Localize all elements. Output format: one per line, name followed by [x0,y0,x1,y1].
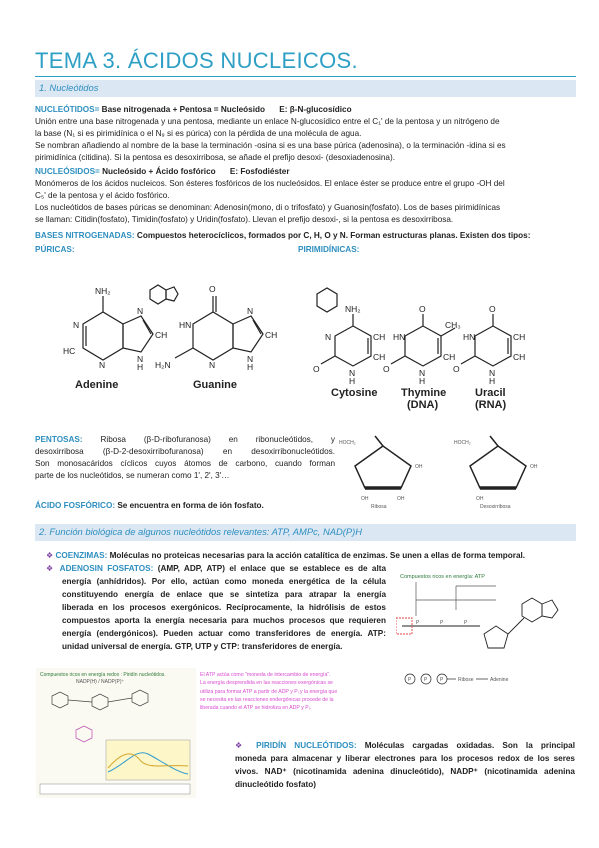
nucleotidos-line: la base (N₁ si es pirimidínica o el N₉ si es púrica) con la pérdida de una molécula de agua. [35,129,362,138]
cytosine-label: Cytosine [331,387,378,399]
bases-heading: BASES NITROGENADAS: [35,231,135,240]
atp-note-line: se necesita en las reacciones endergónicas procede de la [200,696,334,703]
coenzimas-heading: COENZIMAS: [55,551,108,560]
nucleotidos-line: Se nombran añadiendo al nombre de la base la terminación -osina si es una base púrica (adenosina), o la terminación -idina si es [35,141,506,150]
ribosa-label: Ribosa [371,504,387,510]
diamond-bullet-icon: ❖ [46,551,54,560]
svg-text:P: P [416,620,420,626]
adenosin-line: constituyendo energía de enlace que se sintetiza para atrapar la energía [62,590,386,599]
svg-text:H: H [419,376,426,386]
section-2-bar [35,524,576,541]
svg-text:O: O [453,364,460,374]
piridin-heading: PIRIDÍN NUCLEÓTIDOS: [256,741,357,750]
title-divider [35,76,576,77]
nucleosidos-formula: Nucleósido + Ácido fosfórico [99,167,216,176]
adenosin-line: energía (endergónicos). Pueden actuar como transferidores de energía. ATP: [62,629,386,638]
svg-text:N: N [325,332,332,342]
nadp-figure [36,668,196,798]
atom-label: NH₂ [95,286,111,296]
svg-text:CH₃: CH₃ [445,320,461,330]
pentosas-heading: PENTOSAS: [35,435,83,444]
svg-text:CH: CH [373,332,386,342]
svg-text:N: N [247,306,254,316]
svg-text:H: H [137,362,144,372]
svg-text:HC: HC [63,346,76,356]
svg-text:P: P [408,677,412,683]
svg-text:H: H [489,376,496,386]
nucleosidos-line: Monómeros de los ácidos nucleicos. Son ésteres fosfóricos de los nucleósidos. El enlace éster se produce entre el grupo -OH del [35,179,505,188]
puricas-label: PÚRICAS: [35,245,75,254]
svg-text:OH: OH [530,464,538,470]
nucleotidos-formula: Base nitrogenada + Pentosa = Nucleósido [99,105,265,114]
nucleosidos-definition [35,166,290,177]
thymine-sub-label: (DNA) [407,399,439,411]
nucleosidos-bond: E: Fosfodiéster [229,167,290,176]
section-1-bar [35,80,576,97]
nucleotidos-line: Unión entre una base nitrogenada y una pentosa, mediante un enlace N-glucosídico entre el C₁' de la pentosa y un nitrógeno de [35,117,500,126]
svg-text:P: P [464,620,468,626]
svg-text:N: N [137,354,144,364]
adenosin-line: compuestos aporta la energía necesaria para muchos procesos que requieren [62,616,386,625]
svg-text:OH: OH [476,496,484,502]
nucleotidos-definition [35,104,352,115]
uracil-sub-label: (RNA) [475,399,507,411]
atp-note-line: La energía desprendida en las reacciones exergónicas se [200,680,333,687]
svg-text:O: O [313,364,320,374]
svg-text:N: N [247,354,254,364]
atp-note-line: utiliza para formar ATP a partir de ADP y Pᵢ y la energía que [200,688,338,695]
adenosin-line [46,563,386,574]
svg-text:HOCH₂: HOCH₂ [339,440,356,446]
nadp-figure-title: Compuestos ricos en energía redox : Piridín nucleótidos. [40,672,166,678]
thymine-label: Thymine [401,387,447,399]
pentosas-text: Ribosa (β-D-ribofuranosa) en ribonucleótidos, y [82,435,335,444]
svg-text:N: N [73,320,80,330]
coenzimas-text: Moléculas no proteicas necesarias para la acción catalítica de enzimas. Se unen a ellas de forma temporal. [107,551,526,560]
svg-text:O: O [383,364,390,374]
adenosin-line: energía (anhídridos). Por ello, actúan como moneda energética de la célula [62,577,386,586]
nucleotidos-heading: NUCLEÓTIDOS= [35,105,100,114]
fosforico-text: Se encuentra en forma de ión fosfato. [115,501,264,510]
piridin-line: vivos. NAD⁺ (nicotinamida adenina dinucleótido), NADP⁺ (nicotinamida adenina [235,767,575,776]
nucleotidos-bond: E: β-N-glucosídico [279,105,352,114]
svg-text:CH: CH [155,330,168,340]
piridin-line: moneda para almacenar y liberar electrones para los procesos redox de los seres [235,754,575,763]
svg-text:CH: CH [265,330,278,340]
svg-text:H: H [349,376,356,386]
desoxirribosa-label: Desoxirribosa [480,504,511,510]
adenosin-line: unidad universal de energía. GTP, UTP y CTP: transferidores de energía. [62,642,343,651]
nucleosidos-line: C₅' de la pentosa y el ácido fosfórico. [35,191,170,200]
atp-ribose-label: Ribose [458,677,474,683]
nucleosidos-line: se llaman: Citidin(fosfato), Timidin(fosfato) y Uridin(fosfato). Llevan el prefijo desoxi-, si la pentosa es desoxirribosa. [35,215,454,224]
svg-text:CH: CH [373,352,386,362]
svg-text:P: P [424,677,428,683]
svg-text:N: N [209,360,216,370]
section-2-title: 2. Función biológica de algunos nucleótidos relevantes: ATP, AMPc, NAD(P)H [39,526,363,537]
adenine-label: Adenine [75,379,119,391]
pirimidinicas-label: PIRIMIDÍNICAS: [298,245,360,254]
acido-fosforico [35,500,264,511]
svg-text:N: N [419,368,426,378]
diamond-bullet-icon: ❖ [235,741,249,750]
svg-text:N: N [99,360,106,370]
pentose-rings-figure [335,430,585,510]
adenosin-heading: ADENOSIN FOSFATOS: [59,564,154,573]
svg-text:O: O [419,304,426,314]
adenosin-text: (AMP, ADP, ATP) el enlace que se establece es de alta [153,564,387,573]
svg-text:OH: OH [415,464,423,470]
svg-text:N: N [489,368,496,378]
adenosin-line: liberada en los procesos exergónicos. Recíprocamente, la hidrólisis de estos [62,603,386,612]
piridin-text: Moléculas cargadas oxidadas. Son la principal [356,741,575,750]
pentosas-line [35,434,335,445]
svg-text:CH: CH [443,352,456,362]
svg-text:CH: CH [513,332,526,342]
pentosas-line: desoxirribosa (β-D-2-desoxirribofuranosa) en desoxirribonucleótidos. [35,447,335,456]
uracil-label: Uracil [475,387,506,399]
pyrimidine-structures-figure [305,256,535,412]
purine-structures-figure [55,256,295,396]
atp-note-line: liberada cuando el ATP se hidroliza en ADP y Pᵢ. [200,705,311,712]
svg-text:NH₂: NH₂ [345,304,361,314]
page-title: TEMA 3. ÁCIDOS NUCLEICOS. [35,48,358,73]
atp-figure-title: Compuestos ricos en energía: ATP [400,574,485,580]
svg-text:HN: HN [179,320,192,330]
atp-structure-figure [396,570,586,706]
piridin-line [235,740,575,751]
svg-text:OH: OH [361,496,369,502]
pentosas-line: parte de los nucleótidos, se numeran como 1', 2', 3'… [35,471,230,480]
svg-text:N: N [349,368,356,378]
svg-text:O: O [489,304,496,314]
atp-adenine-label: Adenine [490,677,509,683]
svg-text:N: N [137,306,144,316]
svg-text:P: P [440,620,444,626]
bases-text: Compuestos heterocíclicos, formados por C, H, O y N. Forman estructuras planas. Existen dos tipos: [134,231,531,240]
fosforico-heading: ÁCIDO FOSFÓRICO: [35,501,116,510]
svg-text:HN: HN [393,332,406,342]
svg-text:H: H [247,362,254,372]
diamond-bullet-icon: ❖ [46,564,56,573]
nucleosidos-line: Los nucleótidos de bases púricas se denominan: Adenosin(mono, di o trifosfato) y Guanosin(fosfato). Los de bases pirimidínicas [35,203,501,212]
pentosas-line: Son monosacáridos cíclicos cuyos átomos de carbono, cuando forman [35,459,335,468]
coenzimas-item [46,550,525,561]
nucleosidos-heading: NUCLEÓSIDOS= [35,167,100,176]
nadp-figure-subtitle: NADP(H) / NADP(P)⁺ [76,679,125,685]
svg-text:P: P [440,677,444,683]
svg-text:OH: OH [397,496,405,502]
atom-label: H₂N [155,360,171,370]
svg-text:O: O [209,284,216,294]
piridin-line: dinucleótido fosfato) [235,780,316,789]
nucleotidos-line: pirimidínica (citidina). Si la pentosa es desoxirribosa, se añade el prefijo desoxi- (desoxiadenosina). [35,153,395,162]
guanine-label: Guanine [193,379,238,391]
section-1-title: 1. Nucleótidos [39,82,99,93]
atp-note [200,671,392,712]
bases-nitrogenadas [35,230,530,241]
svg-text:HN: HN [463,332,476,342]
atp-note-line: El ATP actúa como "moneda de intercambio de energía". [200,672,331,678]
svg-text:CH: CH [513,352,526,362]
svg-text:HOCH₂: HOCH₂ [454,440,471,446]
